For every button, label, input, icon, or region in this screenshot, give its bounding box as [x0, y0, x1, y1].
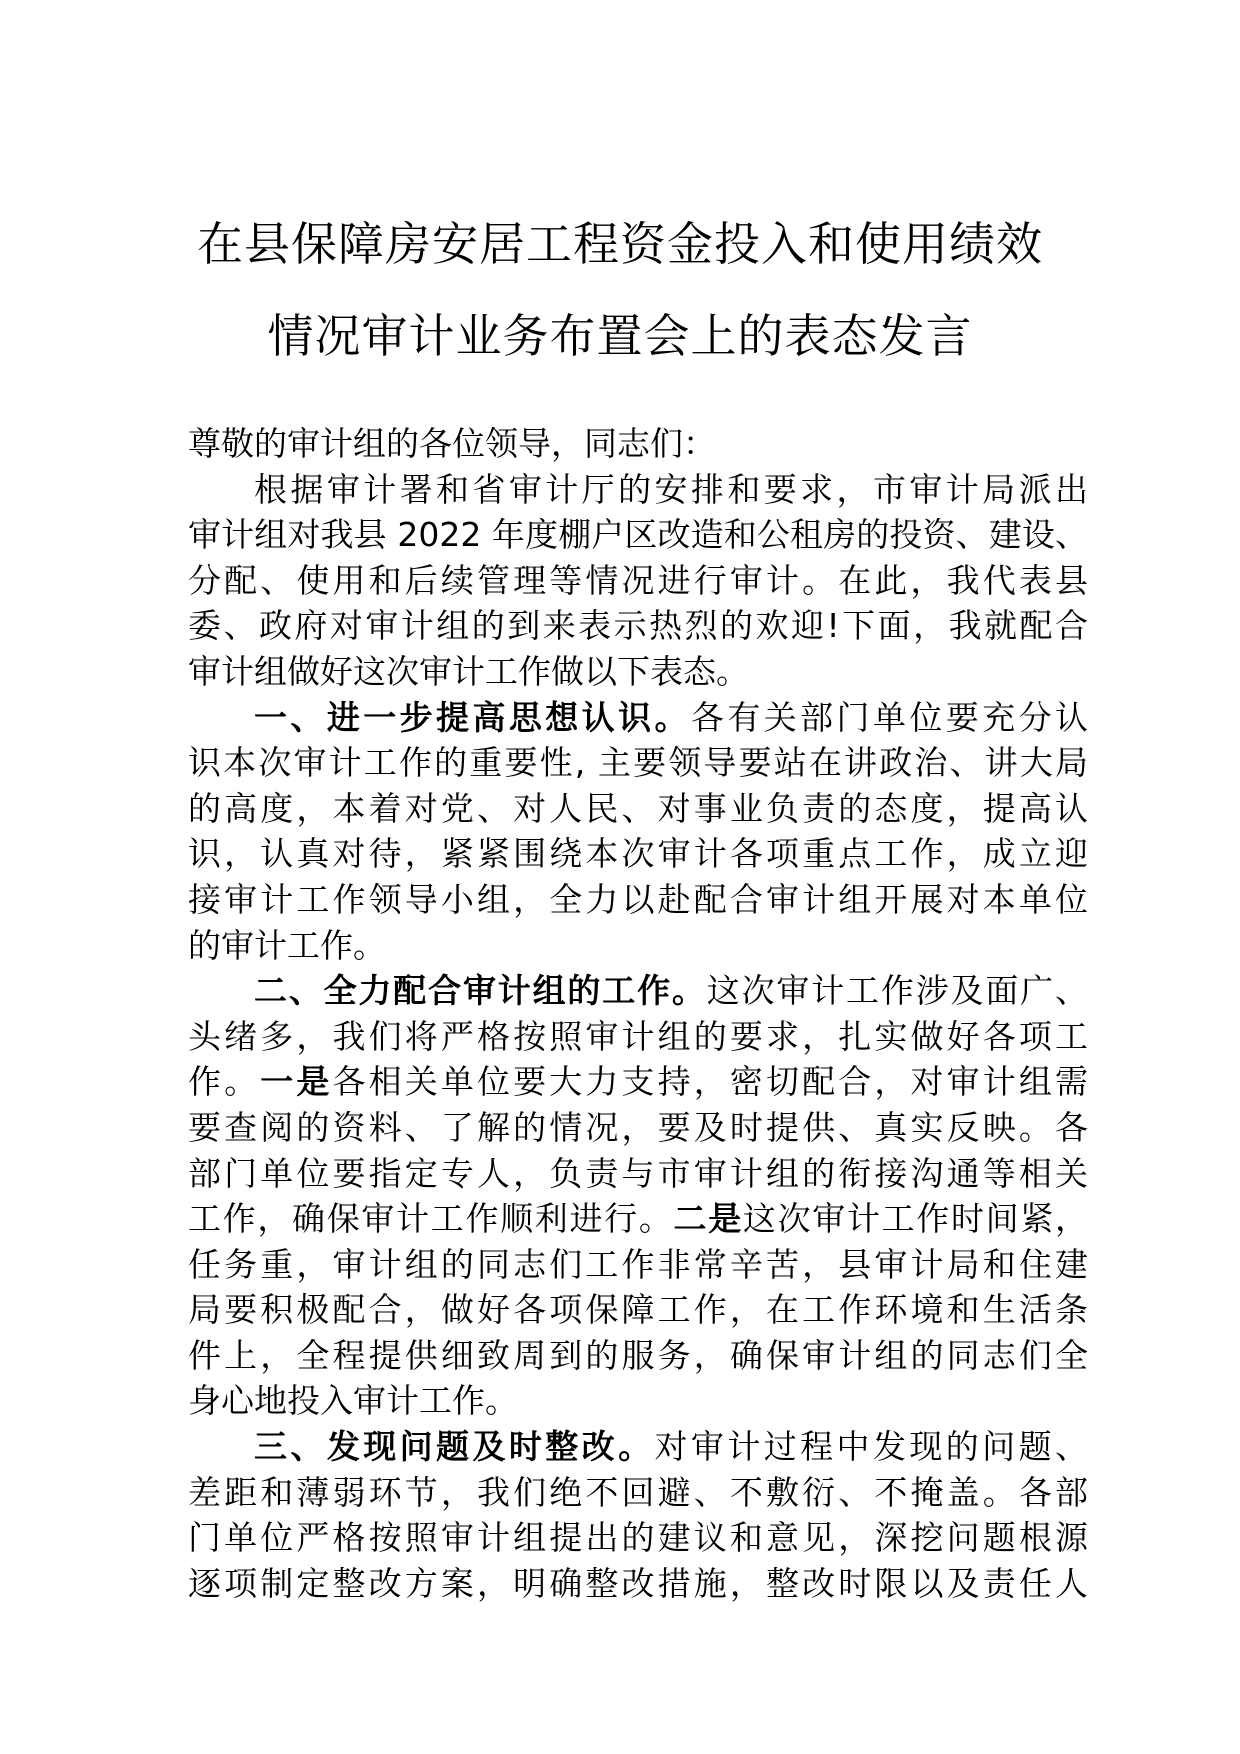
paragraph-4-line-1-text: 对审计过程中发现的问题、 [654, 1427, 1089, 1467]
paragraph-3-line-6-text-b: 这次审计工作时间紧， [742, 1199, 1089, 1239]
paragraph-1-line-4: 委、政府对审计组的到来表示热烈的欢迎!下面，我就配合 [188, 606, 1088, 646]
section-heading-3: 三、发现问题及时整改。 [254, 1427, 655, 1467]
paragraph-4-line-4: 逐项制定整改方案，明确整改措施，整改时限以及责任人 [188, 1563, 1088, 1603]
paragraph-3-line-2: 头绪多，我们将严格按照审计组的要求，扎实做好各项工 [188, 1016, 1088, 1056]
paragraph-3-line-9: 件上，全程提供细致周到的服务，确保审计组的同志们全 [188, 1335, 1088, 1375]
paragraph-1-line-2: 审计组对我县 2022 年度棚户区改造和公租房的投资、建设、 [188, 515, 1088, 555]
salutation: 尊敬的审计组的各位领导，同志们： [188, 424, 716, 463]
paragraph-3-line-7: 任务重，审计组的同志们工作非常辛苦，县审计局和住建 [188, 1244, 1088, 1284]
paragraph-2-line-3: 的高度，本着对党、对人民、对事业负责的态度，提高认 [188, 788, 1088, 828]
paragraph-2-line-1 [188, 695, 1088, 741]
paragraph-3-line-3-text-b: 各相关单位要大力支持，密切配合，对审计组需 [332, 1062, 1088, 1102]
paragraph-1-line-3: 分配、使用和后续管理等情况进行审计。在此，我代表县 [188, 560, 1088, 600]
paragraph-3-line-1-text: 这次审计工作涉及面广、 [706, 971, 1089, 1011]
point-marker-1: 一是 [260, 1062, 333, 1102]
paragraph-3-line-10: 身心地投入审计工作。 [188, 1381, 518, 1421]
document-title-line-2: 情况审计业务布置会上的表态发言 [267, 309, 973, 363]
paragraph-4-line-1 [188, 1424, 1088, 1470]
paragraph-2-line-1-text: 各有关部门单位要充分认 [690, 697, 1089, 737]
section-heading-2: 二、全力配合审计组的工作。 [254, 971, 707, 1011]
paragraph-3-line-4: 要查阅的资料、了解的情况，要及时提供、真实反映。各 [188, 1107, 1088, 1147]
document-body [188, 421, 1088, 1606]
paragraph-2-line-2: 识本次审计工作的重要性, 主要领导要站在讲政治、讲大局 [188, 743, 1088, 783]
paragraph-1-line-1: 根据审计署和省审计厅的安排和要求，市审计局派出 [254, 469, 1088, 509]
paragraph-2-line-5: 接审计工作领导小组，全力以赴配合审计组开展对本单位 [188, 879, 1088, 919]
paragraph-3-line-3 [188, 1059, 1088, 1105]
document-title-line-1: 在县保障房安居工程资金投入和使用绩效 [197, 217, 1043, 271]
paragraph-4-line-3: 门单位严格按照审计组提出的建议和意见，深挖问题根源 [188, 1518, 1088, 1558]
paragraph-4-line-2: 差距和薄弱环节，我们绝不回避、不敷衍、不掩盖。各部 [188, 1472, 1088, 1512]
paragraph-2-line-4: 识，认真对待，紧紧围绕本次审计各项重点工作，成立迎 [188, 834, 1088, 874]
paragraph-3-line-6 [188, 1196, 1088, 1242]
point-marker-2: 二是 [673, 1199, 743, 1239]
paragraph-3-line-3-text-a: 作。 [188, 1062, 261, 1102]
paragraph-3-line-6-text-a: 工作，确保审计工作顺利进行。 [188, 1199, 674, 1239]
section-heading-1: 一、进一步提高思想认识。 [254, 697, 691, 737]
paragraph-3-line-8: 局要积极配合，做好各项保障工作，在工作环境和生活条 [188, 1290, 1088, 1330]
paragraph-2-line-6: 的审计工作。 [188, 925, 386, 965]
paragraph-3-line-5: 部门单位要指定专人，负责与市审计组的衔接沟通等相关 [188, 1153, 1088, 1193]
paragraph-3-line-1 [188, 968, 1088, 1014]
paragraph-1-line-5: 审计组做好这次审计工作做以下表态。 [188, 651, 749, 691]
